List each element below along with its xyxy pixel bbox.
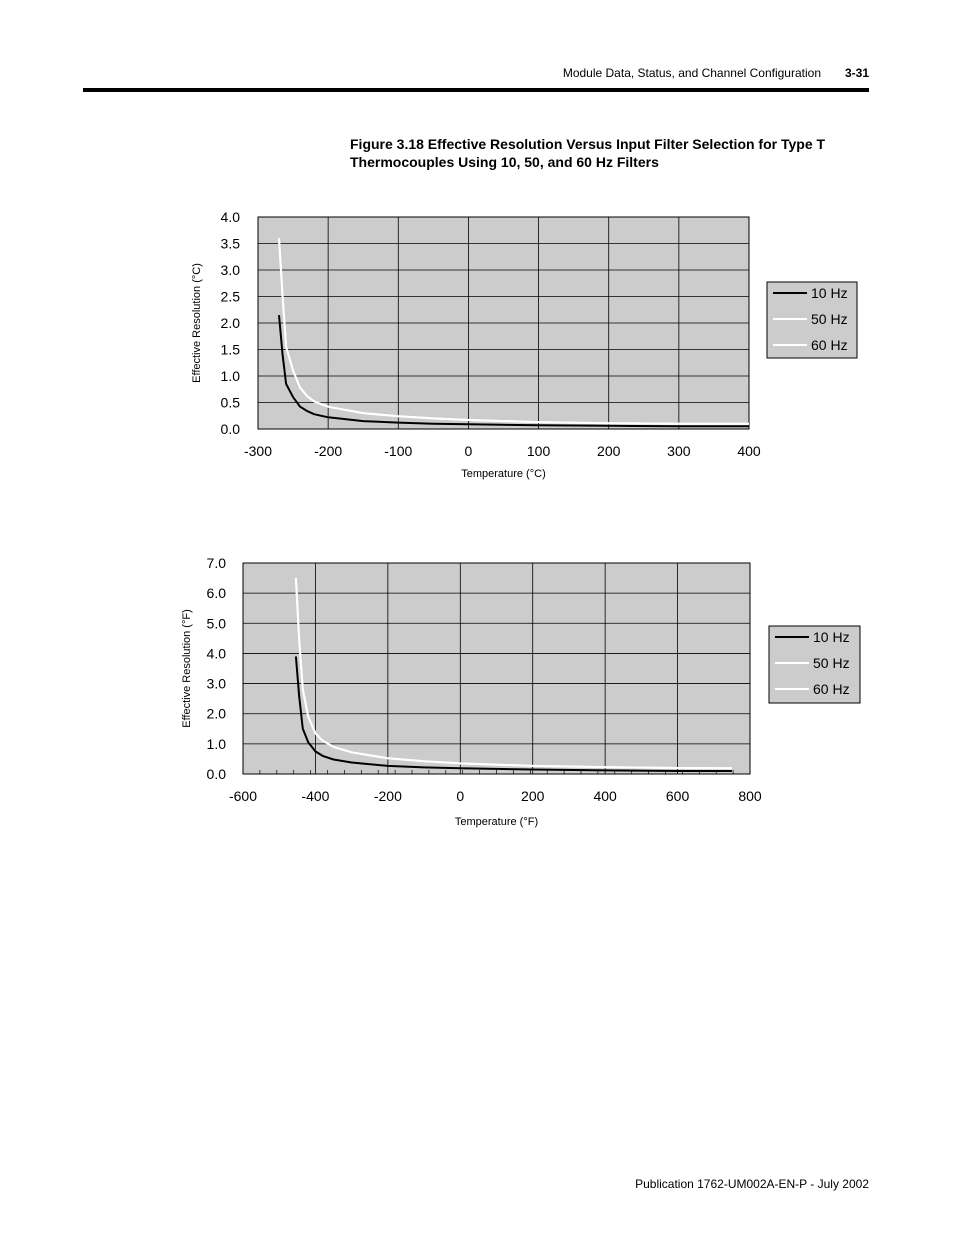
y-tick-label: 2.5 — [220, 288, 240, 305]
y-tick-label: 0.0 — [220, 421, 240, 437]
x-axis-label: Temperature (°C) — [461, 468, 546, 480]
x-tick-label: -300 — [243, 443, 273, 459]
legend-label: 10 Hz — [813, 629, 850, 645]
y-tick-label: 0.0 — [206, 766, 226, 782]
chart-fahrenheit — [0, 540, 954, 860]
y-tick-label: 7.0 — [206, 555, 226, 571]
x-tick-label: -400 — [301, 788, 330, 804]
x-tick-label: 0 — [456, 788, 465, 804]
figure-caption — [350, 135, 870, 171]
x-tick-label: -200 — [373, 788, 402, 804]
y-tick-label: 0.5 — [220, 394, 240, 411]
x-tick-label: 300 — [667, 443, 691, 459]
x-tick-label: 0 — [464, 443, 473, 459]
publication-footer: Publication 1762-UM002A-EN-P - July 2002 — [635, 1177, 869, 1191]
header-rule — [83, 88, 869, 92]
x-tick-label: 200 — [521, 788, 545, 804]
page-number: 3-31 — [844, 66, 869, 80]
x-tick-label: 800 — [738, 788, 762, 804]
legend-label: 50 Hz — [811, 311, 848, 327]
y-tick-label: 1.5 — [220, 341, 240, 358]
y-axis-label: Effective Resolution (°C) — [191, 263, 203, 383]
legend-label: 60 Hz — [811, 337, 848, 353]
x-tick-label: -100 — [384, 443, 413, 459]
y-tick-label: 2.0 — [206, 705, 226, 722]
x-tick-label: -200 — [314, 443, 343, 459]
x-tick-label: 600 — [665, 788, 690, 804]
legend-label: 10 Hz — [811, 285, 848, 301]
y-tick-label: 1.0 — [220, 368, 240, 384]
y-tick-label: 3.5 — [220, 235, 240, 252]
y-tick-label: 6.0 — [206, 585, 226, 602]
legend-label: 60 Hz — [813, 681, 850, 697]
running-header: Module Data, Status, and Channel Configuration — [562, 66, 821, 80]
x-axis-label: Temperature (°F) — [454, 816, 539, 828]
chart-celsius — [0, 195, 954, 515]
y-axis-label: Effective Resolution (°F) — [181, 609, 193, 728]
legend-label: 50 Hz — [813, 655, 850, 671]
y-tick-label: 4.0 — [206, 645, 226, 662]
x-tick-label: 200 — [597, 443, 621, 459]
plot-area — [243, 563, 750, 774]
y-tick-label: 5.0 — [206, 615, 226, 632]
x-tick-label: 400 — [593, 788, 617, 804]
y-tick-label: 2.0 — [220, 315, 240, 331]
figure-caption-line-1: Figure 3.18 Effective Resolution Versus Input Filter Selection for Type T — [350, 136, 826, 152]
x-tick-label: 100 — [526, 443, 551, 459]
y-tick-label: 3.0 — [206, 675, 226, 692]
y-tick-label: 1.0 — [206, 735, 226, 752]
y-tick-label: 4.0 — [220, 209, 240, 225]
x-tick-label: -600 — [228, 788, 258, 804]
x-tick-label: 400 — [737, 443, 761, 459]
figure-caption-line-2: Thermocouples Using 10, 50, and 60 Hz Filters — [350, 154, 659, 170]
y-tick-label: 3.0 — [220, 262, 240, 278]
